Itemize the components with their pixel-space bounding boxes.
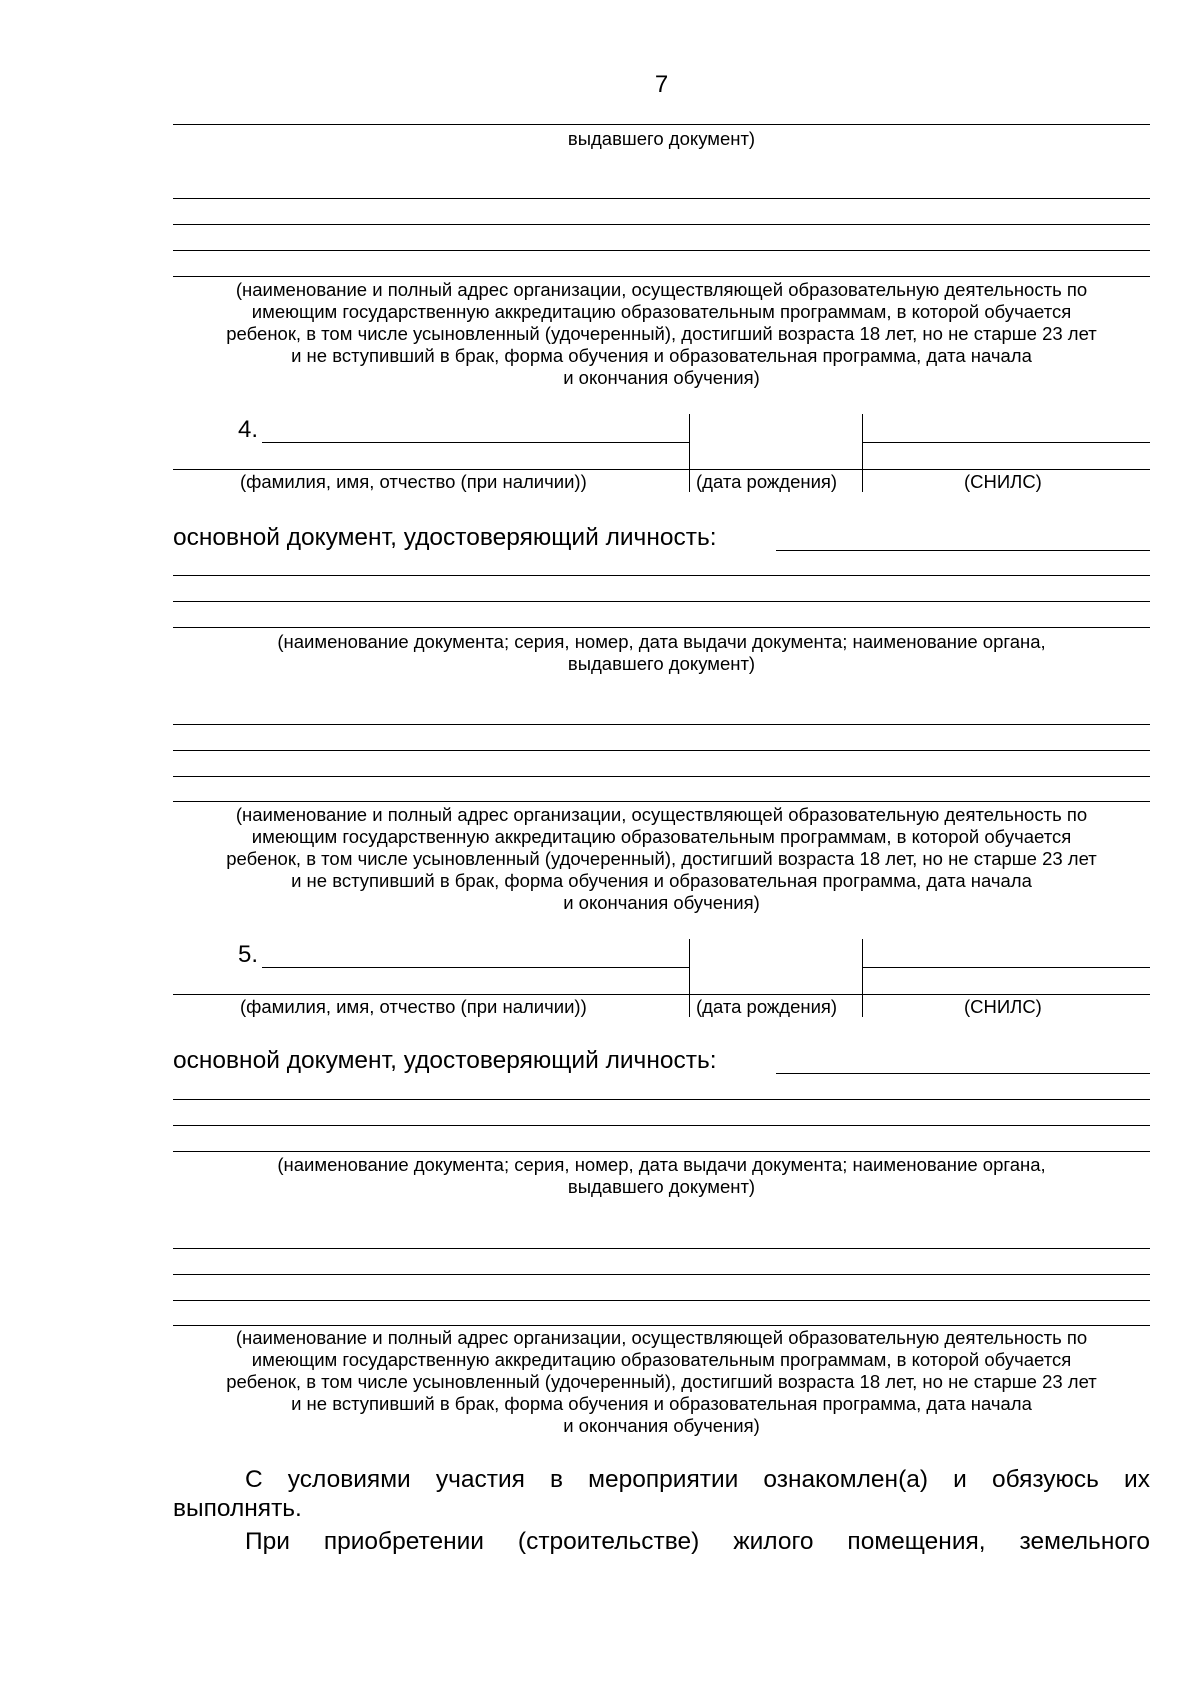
page-number: 7 xyxy=(654,71,669,98)
doc-caption xyxy=(173,1154,1150,1198)
org-caption xyxy=(173,1327,1150,1437)
child-number: 4. xyxy=(238,416,259,443)
closing-paragraph xyxy=(173,1465,1150,1556)
caption-line: выдавшего документ) xyxy=(567,1176,756,1197)
fill-line xyxy=(173,224,1150,225)
fill-line xyxy=(173,198,1150,199)
closing-line-3: При приобретении (строительстве) жилого помещения, земельного xyxy=(245,1528,1150,1555)
fio-label: (фамилия, имя, отчество (при наличии)) xyxy=(240,471,587,492)
org-caption xyxy=(173,804,1150,914)
dob-label: (дата рождения) xyxy=(696,471,838,492)
fill-line xyxy=(173,1151,1150,1152)
closing-line-1: С условиями участия в мероприятии ознакомлен(а) и обязуюсь их xyxy=(245,1466,1150,1493)
fill-line xyxy=(173,1274,1150,1275)
caption-line: имеющим государственную аккредитацию образовательным программам, в которой обучается xyxy=(251,1349,1072,1370)
fill-line xyxy=(173,124,1150,125)
fill-line xyxy=(173,724,1150,725)
caption-line: (наименование документа; серия, номер, дата выдачи документа; наименование органа, xyxy=(277,631,1046,652)
column-divider xyxy=(689,414,690,492)
doc-caption xyxy=(173,631,1150,675)
fill-line xyxy=(173,1325,1150,1326)
id-doc-input-line[interactable] xyxy=(776,550,1150,551)
org-caption xyxy=(173,279,1150,389)
fill-line xyxy=(173,250,1150,251)
caption-line: (наименование и полный адрес организации, осуществляющей образовательную деятельность по xyxy=(235,1327,1088,1348)
caption-line: ребенок, в том числе усыновленный (удочеренный), достигший возраста 18 лет, но не старше 23 лет xyxy=(226,323,1097,344)
snils-input-line[interactable] xyxy=(862,442,1150,443)
fill-line xyxy=(173,994,1150,995)
fio-label: (фамилия, имя, отчество (при наличии)) xyxy=(240,996,587,1017)
caption-line: и окончания обучения) xyxy=(563,1415,760,1436)
id-doc-label: основной документ, удостоверяющий личность: xyxy=(173,524,717,551)
fill-line xyxy=(173,276,1150,277)
fill-line xyxy=(173,575,1150,576)
child-number: 5. xyxy=(238,941,259,968)
caption-line: ребенок, в том числе усыновленный (удочеренный), достигший возраста 18 лет, но не старше 23 лет xyxy=(226,848,1097,869)
fill-line xyxy=(173,601,1150,602)
caption-line: (наименование и полный адрес организации, осуществляющей образовательную деятельность по xyxy=(235,804,1088,825)
fill-line xyxy=(173,750,1150,751)
fill-line xyxy=(173,776,1150,777)
fill-line xyxy=(173,1300,1150,1301)
id-doc-label: основной документ, удостоверяющий личность: xyxy=(173,1047,717,1074)
snils-label: (СНИЛС) xyxy=(964,996,1042,1017)
fio-input-line[interactable] xyxy=(262,967,689,968)
id-doc-input-line[interactable] xyxy=(776,1073,1150,1074)
doc-caption-tail xyxy=(173,128,1150,150)
caption-line: имеющим государственную аккредитацию образовательным программам, в которой обучается xyxy=(251,826,1072,847)
snils-label: (СНИЛС) xyxy=(964,471,1042,492)
caption-line: и не вступивший в брак, форма обучения и образовательная программа, дата начала xyxy=(291,870,1032,891)
fill-line xyxy=(173,1099,1150,1100)
caption-line: и не вступивший в брак, форма обучения и образовательная программа, дата начала xyxy=(291,1393,1032,1414)
closing-line-2: выполнять. xyxy=(173,1495,302,1522)
fill-line xyxy=(173,801,1150,802)
column-divider xyxy=(689,939,690,1017)
fill-line xyxy=(173,1125,1150,1126)
caption-line: (наименование документа; серия, номер, дата выдачи документа; наименование органа, xyxy=(277,1154,1046,1175)
column-divider xyxy=(862,939,863,1017)
caption-line: ребенок, в том числе усыновленный (удочеренный), достигший возраста 18 лет, но не старше 23 лет xyxy=(226,1371,1097,1392)
snils-input-line[interactable] xyxy=(862,967,1150,968)
fill-line xyxy=(173,469,1150,470)
column-divider xyxy=(862,414,863,492)
caption-line: выдавшего документ) xyxy=(567,653,756,674)
caption-line: имеющим государственную аккредитацию образовательным программам, в которой обучается xyxy=(251,301,1072,322)
caption-line: (наименование и полный адрес организации, осуществляющей образовательную деятельность по xyxy=(235,279,1088,300)
caption-line: и окончания обучения) xyxy=(563,367,760,388)
dob-label: (дата рождения) xyxy=(696,996,838,1017)
fill-line xyxy=(173,1248,1150,1249)
caption-line: и не вступивший в брак, форма обучения и образовательная программа, дата начала xyxy=(291,345,1032,366)
caption-line: выдавшего документ) xyxy=(567,128,756,149)
fio-input-line[interactable] xyxy=(262,442,689,443)
fill-line xyxy=(173,627,1150,628)
caption-line: и окончания обучения) xyxy=(563,892,760,913)
